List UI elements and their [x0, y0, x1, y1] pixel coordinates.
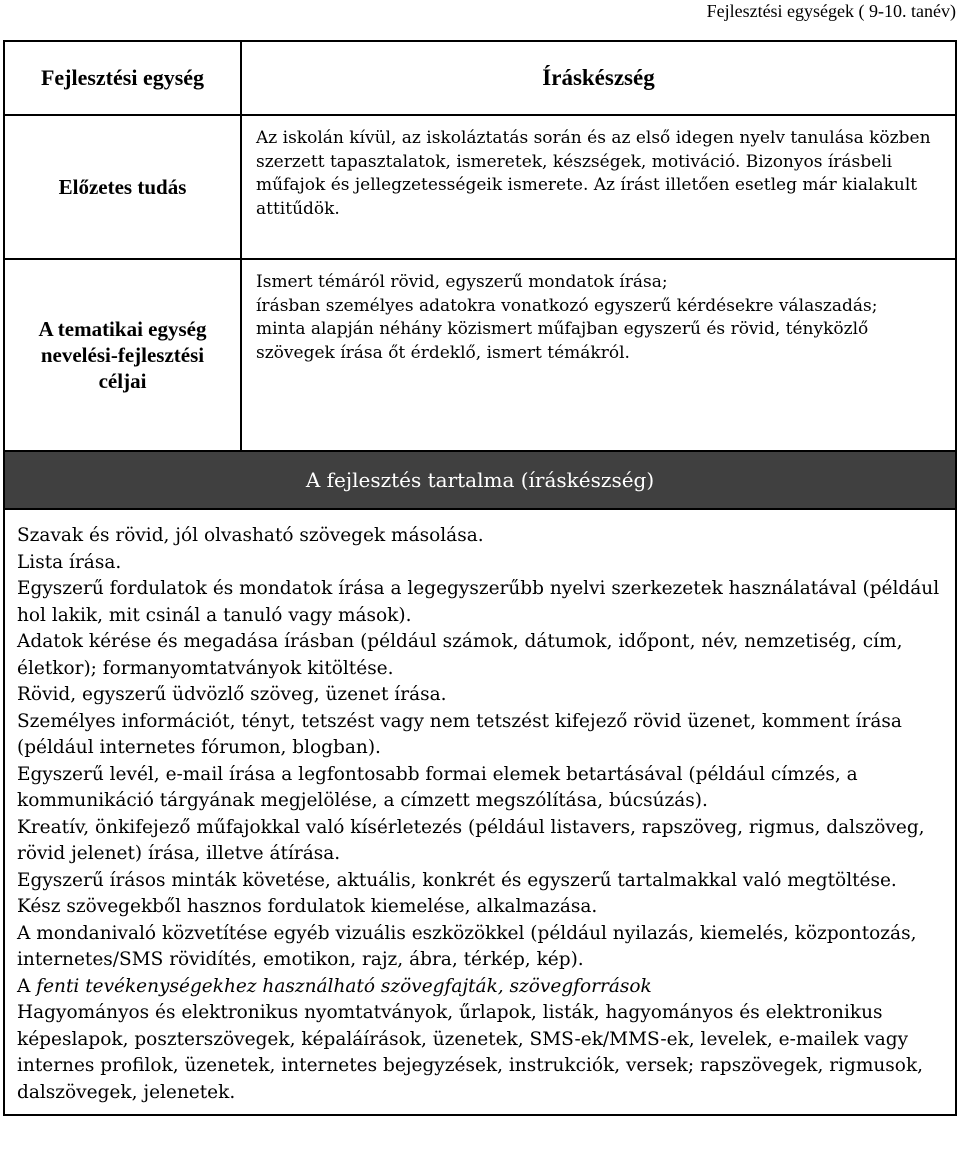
prior-knowledge-row	[4, 115, 956, 259]
text-types-heading-italic: fenti tevékenységekhez használható szövegfajták, szövegforrások	[36, 975, 652, 997]
table-header-row	[4, 41, 956, 115]
content-band-heading: A fejlesztés tartalma (íráskészség)	[4, 451, 956, 509]
text-types-heading	[17, 974, 941, 1001]
content-item: Személyes információt, tényt, tetszést vagy nem tetszést kifejező rövid üzenet, komment írása (például internetes fórumon, blogban).	[17, 710, 902, 758]
goals-label-line: nevelési-fejlesztési	[40, 343, 205, 367]
content-item: Lista írása.	[17, 551, 122, 573]
content-band-row	[4, 451, 956, 509]
content-item: Kreatív, önkifejező műfajokkal való kísérletezés (például listavers, rapszöveg, rigmus, dalszöveg, rövid jelenet) írása, illetve átírása.	[17, 816, 925, 864]
goals-row	[4, 259, 956, 451]
content-list	[4, 509, 956, 1115]
goals-text	[241, 259, 956, 451]
goal-item: Ismert témáról rövid, egyszerű mondatok írása;	[256, 272, 668, 292]
prior-knowledge-text: Az iskolán kívül, az iskoláztatás során és az első idegen nyelv tanulása közben szerzett tapasztalatok, ismeretek, készségek, motiváció. Bizonyos írásbeli műfajok és jellegzetességeik ismerete. Az írást illetően esetleg már kialakult attitűdök.	[241, 115, 956, 259]
goals-label	[4, 259, 241, 451]
content-item: Egyszerű írásos minták követése, aktuális, konkrét és egyszerű tartalmakkal való megtöltése.	[17, 869, 897, 891]
goal-item: írásban személyes adatokra vonatkozó egyszerű kérdésekre válaszadás;	[256, 295, 878, 316]
text-types-list: Hagyományos és elektronikus nyomtatványok, űrlapok, listák, hagyományos és elektronikus képeslapok, poszterszövegek, képaláírások, üzenetek, SMS-ek/MMS-ek, levelek, e-mailek vagy internes profilok, üzenetek, internetes bejegyzések, instrukciók, versek; rapszövegek, rigmusok, dalszövegek, jelenetek.	[17, 1002, 924, 1103]
goals-label-line: A tematikai egység	[38, 317, 207, 341]
running-header: Fejlesztési egységek ( 9-10. tanév)	[706, 1, 956, 21]
col-header-development-unit: Fejlesztési egység	[4, 41, 241, 115]
content-item: Kész szövegekből hasznos fordulatok kiemelése, alkalmazása.	[17, 896, 598, 917]
content-item: Szavak és rövid, jól olvasható szövegek másolása.	[17, 525, 484, 546]
goal-item: minta alapján néhány közismert műfajban egyszerű és rövid, tényközlő szövegek írása őt érdeklő, ismert témákról.	[256, 319, 869, 363]
content-item: Egyszerű fordulatok és mondatok írása a legegyszerűbb nyelvi szerkezetek használatával (például hol lakik, mit csinál a tanuló vagy mások).	[17, 578, 940, 626]
curriculum-table	[3, 40, 957, 1116]
col-header-writing-skill: Íráskészség	[241, 41, 956, 115]
prior-knowledge-label: Előzetes tudás	[4, 115, 241, 259]
content-item: Rövid, egyszerű üdvözlő szöveg, üzenet írása.	[17, 684, 447, 705]
content-row	[4, 509, 956, 1115]
text-types-heading-lead: A	[17, 975, 37, 997]
content-item: Adatok kérése és megadása írásban (például számok, dátumok, időpont, név, nemzetiség, cím, életkor); formanyomtatványok kitöltése.	[17, 631, 903, 679]
goals-label-line: céljai	[98, 369, 147, 393]
content-item: Egyszerű levél, e-mail írása a legfontosabb formai elemek betartásával (például címzés, a kommunikáció tárgyának megjelölése, a címzett megszólítása, búcsúzás).	[17, 763, 858, 811]
content-item: A mondanivaló közvetítése egyéb vizuális eszközökkel (például nyilazás, kiemelés, központozás, internetes/SMS rövidítés, emotikon, rajz, ábra, térkép, kép).	[17, 922, 917, 970]
